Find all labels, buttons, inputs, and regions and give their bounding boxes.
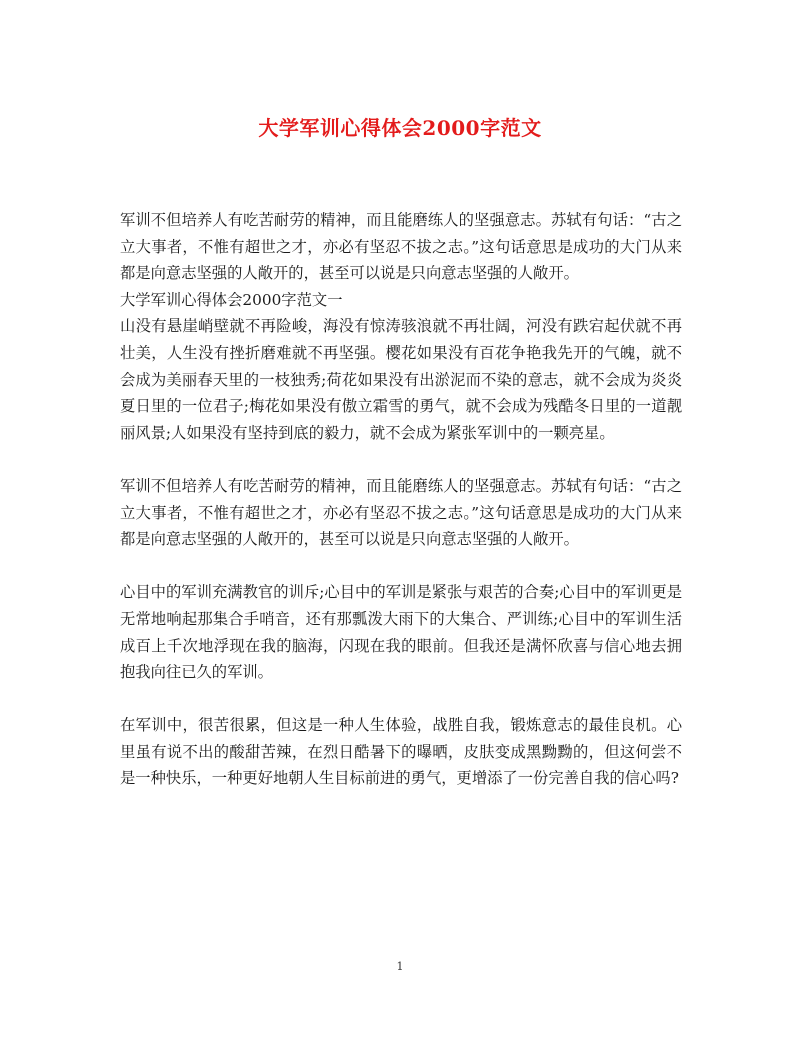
section-heading: 大学军训心得体会2000字范文一 xyxy=(120,290,343,309)
paragraph-repeat-intro: 军训不但培养人有吃苦耐劳的精神，而且能磨练人的坚强意志。苏轼有句话：“古之立大事者，不惟有超世之才，亦必有坚忍不拔之志。”这句话意思是成功的大门从来都是向意志坚强的人敞开的，甚至可以说是只向意志坚强的人敞开。 xyxy=(120,476,682,549)
page-number: 1 xyxy=(396,960,404,973)
paragraph-gap xyxy=(120,686,682,713)
paragraph-expectation: 心目中的军训充满教官的训斥;心目中的军训是紧张与艰苦的合奏;心目中的军训更是无常地响起那集合手哨音，还有那瓢泼大雨下的大集合、严训练;心目中的军训生活成百上千次地浮现在我的脑海，闪现在我的眼前。但我还是满怀欣喜与信心地去拥抱我向往已久的军训。 xyxy=(120,583,682,682)
document-title: 大学军训心得体会2000字范文 xyxy=(258,116,542,140)
paragraph-gap xyxy=(120,446,682,473)
paragraph-mountain: 山没有悬崖峭壁就不再险峻，海没有惊涛骇浪就不再壮阔，河没有跌宕起伏就不再壮美，人生没有挫折磨难就不再坚强。樱花如果没有百花争艳我先开的气魄，就不会成为美丽春天里的一枝独秀;荷花如果没有出淤泥而不染的意志，就不会成为炎炎夏日里的一位君子;梅花如果没有傲立霜雪的勇气，就不会成为残酷冬日里的一道靓丽风景;人如果没有坚持到底的毅力，就不会成为紧张军训中的一颗亮星。 xyxy=(120,317,682,442)
paragraph-gap xyxy=(120,553,682,580)
paragraph-experience: 在军训中，很苦很累，但这是一种人生体验，战胜自我，锻炼意志的最佳良机。心里虽有说不出的酸甜苦辣，在烈日酷暑下的曝晒，皮肤变成黑黝黝的，但这何尝不是一种快乐，一种更好地朝人生目标前进的勇气，更增添了一份完善自我的信心吗? xyxy=(120,716,682,788)
document-body xyxy=(120,207,682,792)
paragraph-intro: 军训不但培养人有吃苦耐劳的精神，而且能磨练人的坚强意志。苏轼有句话：“古之立大事者，不惟有超世之才，亦必有坚忍不拔之志。”这句话意思是成功的大门从来都是向意志坚强的人敞开的，甚至可以说是只向意志坚强的人敞开。 xyxy=(120,211,682,283)
